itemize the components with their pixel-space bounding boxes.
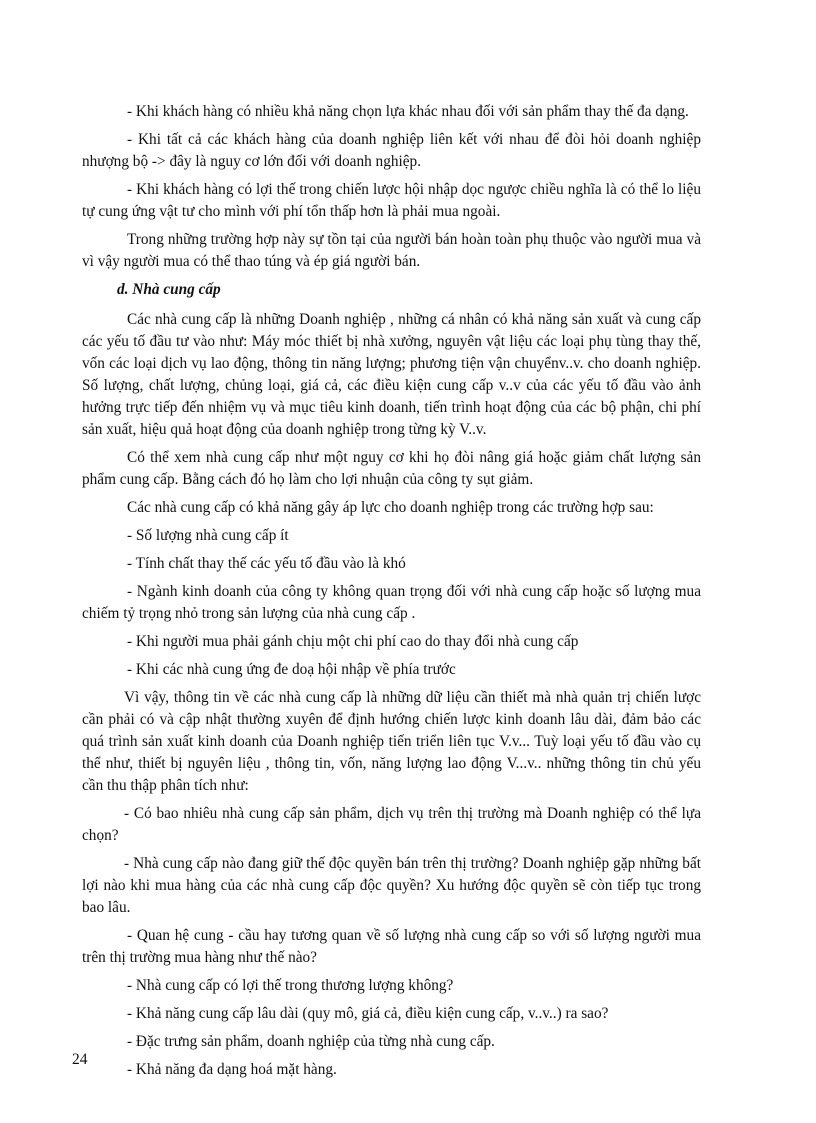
list-item: - Khi người mua phải gánh chịu một chi phí cao do thay đổi nhà cung cấp [127,633,579,650]
list-item: - Khả năng cung cấp lâu dài (quy mô, giá cả, điều kiện cung cấp, v..v..) ra sao? [127,1005,609,1022]
paragraph: Các nhà cung cấp là những Doanh nghiệp , những cá nhân có khả năng sản xuất và cung cấp các yếu tố đầu tư vào như: Máy móc thiết bị nhà xưởng, nguyên vật liệu các loại phụ tùng thay thế, vốn các loại dịch vụ lao động, thông tin năng lượng; phương tiện vận chuyểnv..v. cho doanh nghiệp. Số lượng, chất lượng, chủng loại, giá cả, các điều kiện cung cấp v..v của các yếu tố đầu vào ảnh hưởng trực tiếp đến nhiệm vụ và mục tiêu kinh doanh, tiến trình hoạt động của các bộ phận, chi phí sản xuất, hiệu quả hoạt động của doanh nghiệp trong từng kỳ V..v. [82,311,701,438]
list-item: - Nhà cung cấp nào đang giữ thế độc quyền bán trên thị trường? Doanh nghiệp gặp những bất lợi nào khi mua hàng của các nhà cung cấp độc quyền? Xu hướng độc quyền sẽ còn tiếp tục trong bao lâu. [82,855,701,916]
paragraph: Vì vậy, thông tin về các nhà cung cấp là những dữ liệu cần thiết mà nhà quản trị chiến lược cần phải có và cập nhật thường xuyên để định hướng chiến lược kinh doanh lâu dài, đảm bảo các quá trình sản xuất kinh doanh của Doanh nghiệp tiến triển liên tục V.v... Tuỳ loại yếu tố đầu vào cụ thể như, thiết bị nguyên liệu , thông tin, vốn, năng lượng lao động V...v.. những thông tin chủ yếu cần thu thập phân tích như: [82,689,701,794]
list-item: - Khi các nhà cung ứng đe doạ hội nhập về phía trước [127,661,456,678]
list-item: - Ngành kinh doanh của công ty không quan trọng đối với nhà cung cấp hoặc số lượng mua chiếm tỷ trọng nhỏ trong sản lượng của nhà cung cấp . [82,583,701,622]
list-item: - Khả năng đa dạng hoá mặt hàng. [127,1061,337,1078]
list-item: - Đặc trưng sản phẩm, doanh nghiệp của từng nhà cung cấp. [127,1033,495,1050]
page-number: 24 [72,1051,88,1068]
paragraph: - Khi khách hàng có lợi thế trong chiến lược hội nhập dọc ngược chiều nghĩa là có thể lo liệu tự cung ứng vật tư cho mình với phí tổn thấp hơn là phải mua ngoài. [82,181,701,220]
section-heading: d. Nhà cung cấp [117,281,221,298]
body-text [82,101,701,1087]
list-item: - Số lượng nhà cung cấp ít [127,527,289,544]
list-item: - Có bao nhiêu nhà cung cấp sản phẩm, dịch vụ trên thị trường mà Doanh nghiệp có thể lựa chọn? [82,805,701,844]
list-item: - Nhà cung cấp có lợi thế trong thương lượng không? [127,977,454,994]
list-item: - Tính chất thay thế các yếu tố đầu vào là khó [127,555,406,572]
paragraph: - Khi khách hàng có nhiều khả năng chọn lựa khác nhau đối với sản phẩm thay thế đa dạng. [127,103,689,120]
paragraph: Có thể xem nhà cung cấp như một nguy cơ khi họ đòi nâng giá hoặc giảm chất lượng sản phẩm cung cấp. Bằng cách đó họ làm cho lợi nhuận của công ty sụt giảm. [82,449,701,488]
paragraph: - Khi tất cả các khách hàng của doanh nghiệp liên kết với nhau để đòi hỏi doanh nghiệp nhượng bộ -> đây là nguy cơ lớn đối với doanh nghiệp. [82,131,701,170]
list-item: - Quan hệ cung - cầu hay tương quan về số lượng nhà cung cấp so với số lượng người mua trên thị trường mua hàng như thế nào? [82,927,701,966]
paragraph: Trong những trường hợp này sự tồn tại của người bán hoàn toàn phụ thuộc vào người mua và vì vậy người mua có thể thao túng và ép giá người bán. [82,231,701,270]
paragraph: Các nhà cung cấp có khả năng gây áp lực cho doanh nghiệp trong các trường hợp sau: [127,499,654,516]
